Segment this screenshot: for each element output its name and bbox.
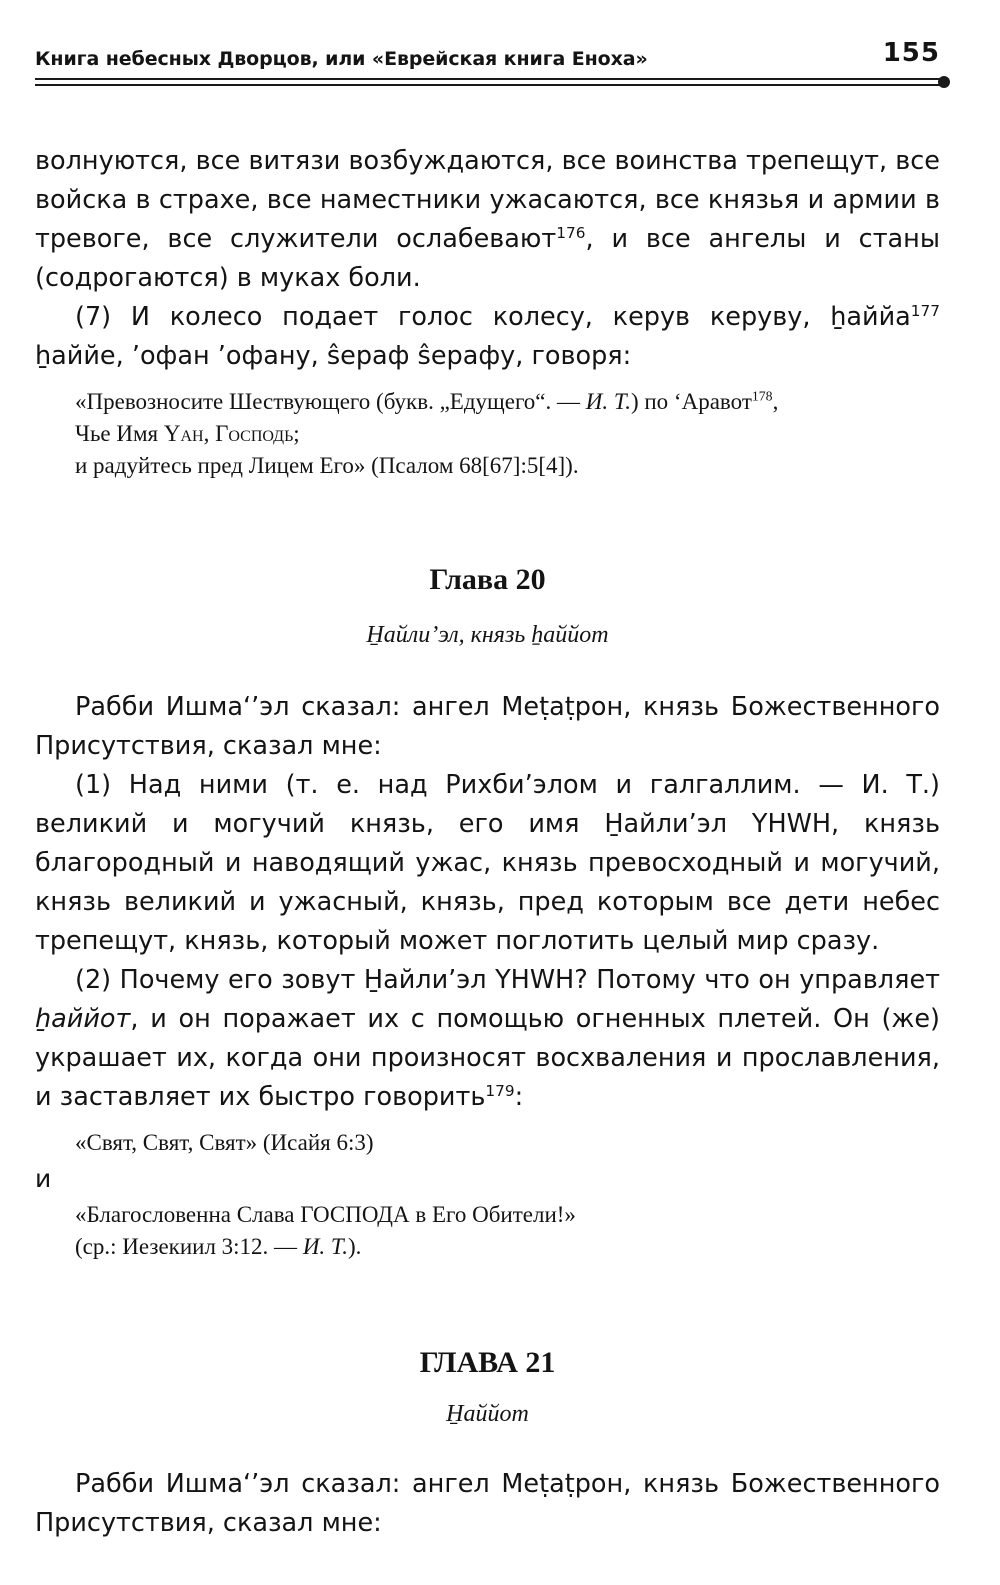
chapter-20-subtitle: H̱айли’эл, князь ẖаййот xyxy=(366,622,609,648)
conjunction: и xyxy=(35,1164,52,1193)
chapter-21-subtitle: H̱аййот xyxy=(446,1401,529,1427)
chapter-20-intro: Рабби Ишма‘’эл сказал: ангел Меṭаṭрон, князь Божественного Присутствия, сказал мне: xyxy=(35,692,940,761)
header-rule-dot xyxy=(938,76,950,88)
quote-psalm xyxy=(75,386,940,482)
text: Чье Имя xyxy=(75,421,164,446)
text: «Превозносите Шествующего (букв. „Едущего“. — xyxy=(75,389,586,414)
page-number: 155 xyxy=(882,38,940,68)
text: (7) И колесо подает голос колесу, керув керуву, ẖаййа xyxy=(75,302,911,332)
text: ẖаййот xyxy=(35,1004,131,1034)
quote-isaiah: «Свят, Свят, Свят» (Исайя 6:3) xyxy=(75,1130,374,1155)
quote-line: и радуйтесь пред Лицем Его» (Псалом 68[67]:5[4]). xyxy=(75,453,579,478)
footnote-ref: 177 xyxy=(910,301,940,320)
quote-ezekiel xyxy=(75,1199,940,1263)
text: (2) Почему его зовут H̱айли’эл YHWH? Потому что он управляет xyxy=(75,965,940,995)
text: И. Т. xyxy=(302,1234,349,1259)
header-rule-thick xyxy=(35,84,940,86)
footnote-ref: 178 xyxy=(751,388,773,404)
running-title: Книга небесных Дворцов, или «Еврейская книга Еноха» xyxy=(35,48,648,70)
footnote-ref: 176 xyxy=(556,223,586,242)
quote-line xyxy=(75,1231,940,1263)
text: Yah xyxy=(163,421,204,446)
chapter-21-intro: Рабби Ишма‘’эл сказал: ангел Меṭаṭрон, князь Божественного Присутствия, сказал мне: xyxy=(35,1469,940,1538)
text: И. Т. xyxy=(585,389,631,414)
text: , и все ангелы и станы (содрогаются) в муках боли. xyxy=(35,224,940,293)
text: , xyxy=(772,389,779,414)
text: , xyxy=(203,421,216,446)
header-rule-thin xyxy=(35,78,940,80)
running-head xyxy=(35,38,940,78)
text: , и он поражает их с помощью огненных плетей. Он (же) украшает их, когда они произносят восхваления и прославления, и заставляет их быстро говорить xyxy=(35,1004,940,1112)
text: ẖаййе, ’офан ’офану, ŝераф ŝерафу, говоря: xyxy=(35,341,632,371)
text: ; xyxy=(293,421,300,446)
quote-line xyxy=(75,386,940,418)
text: волнуются, все витязи возбуждаются, все воинства трепещут, все войска в страхе, все наместники ужасаются, все князья и армии в тревоге, все служители ослабевают xyxy=(35,146,940,254)
text: ) по ‘Аравот xyxy=(630,389,752,414)
text: : xyxy=(514,1082,524,1112)
chapter-21-title: ГЛАВА 21 xyxy=(419,1346,556,1379)
paragraph-7 xyxy=(35,298,940,376)
quote-line xyxy=(75,418,940,450)
paragraph-2 xyxy=(35,961,940,1117)
text: Господь xyxy=(215,421,294,446)
quote-line: «Благословенна Слава ГОСПОДА в Его Обители!» xyxy=(75,1202,576,1227)
footnote-ref: 179 xyxy=(485,1081,515,1100)
chapter-20-title: Глава 20 xyxy=(429,563,546,596)
paragraph-1: (1) Над ними (т. е. над Рихби’элом и галгаллим. — И. Т.) великий и могучий князь, его имя H̱айли’эл YHWH, князь благородный и наводящий ужас, князь превосходный и могучий, князь великий и ужасный, князь, пред которым все дети небес трепещут, князь, который может поглотить целый мир сразу. xyxy=(35,770,940,956)
paragraph-continuation xyxy=(35,142,940,298)
text: (ср.: Иезекиил 3:12. — xyxy=(75,1234,303,1259)
page-body xyxy=(35,142,940,1543)
text: ). xyxy=(348,1234,362,1259)
